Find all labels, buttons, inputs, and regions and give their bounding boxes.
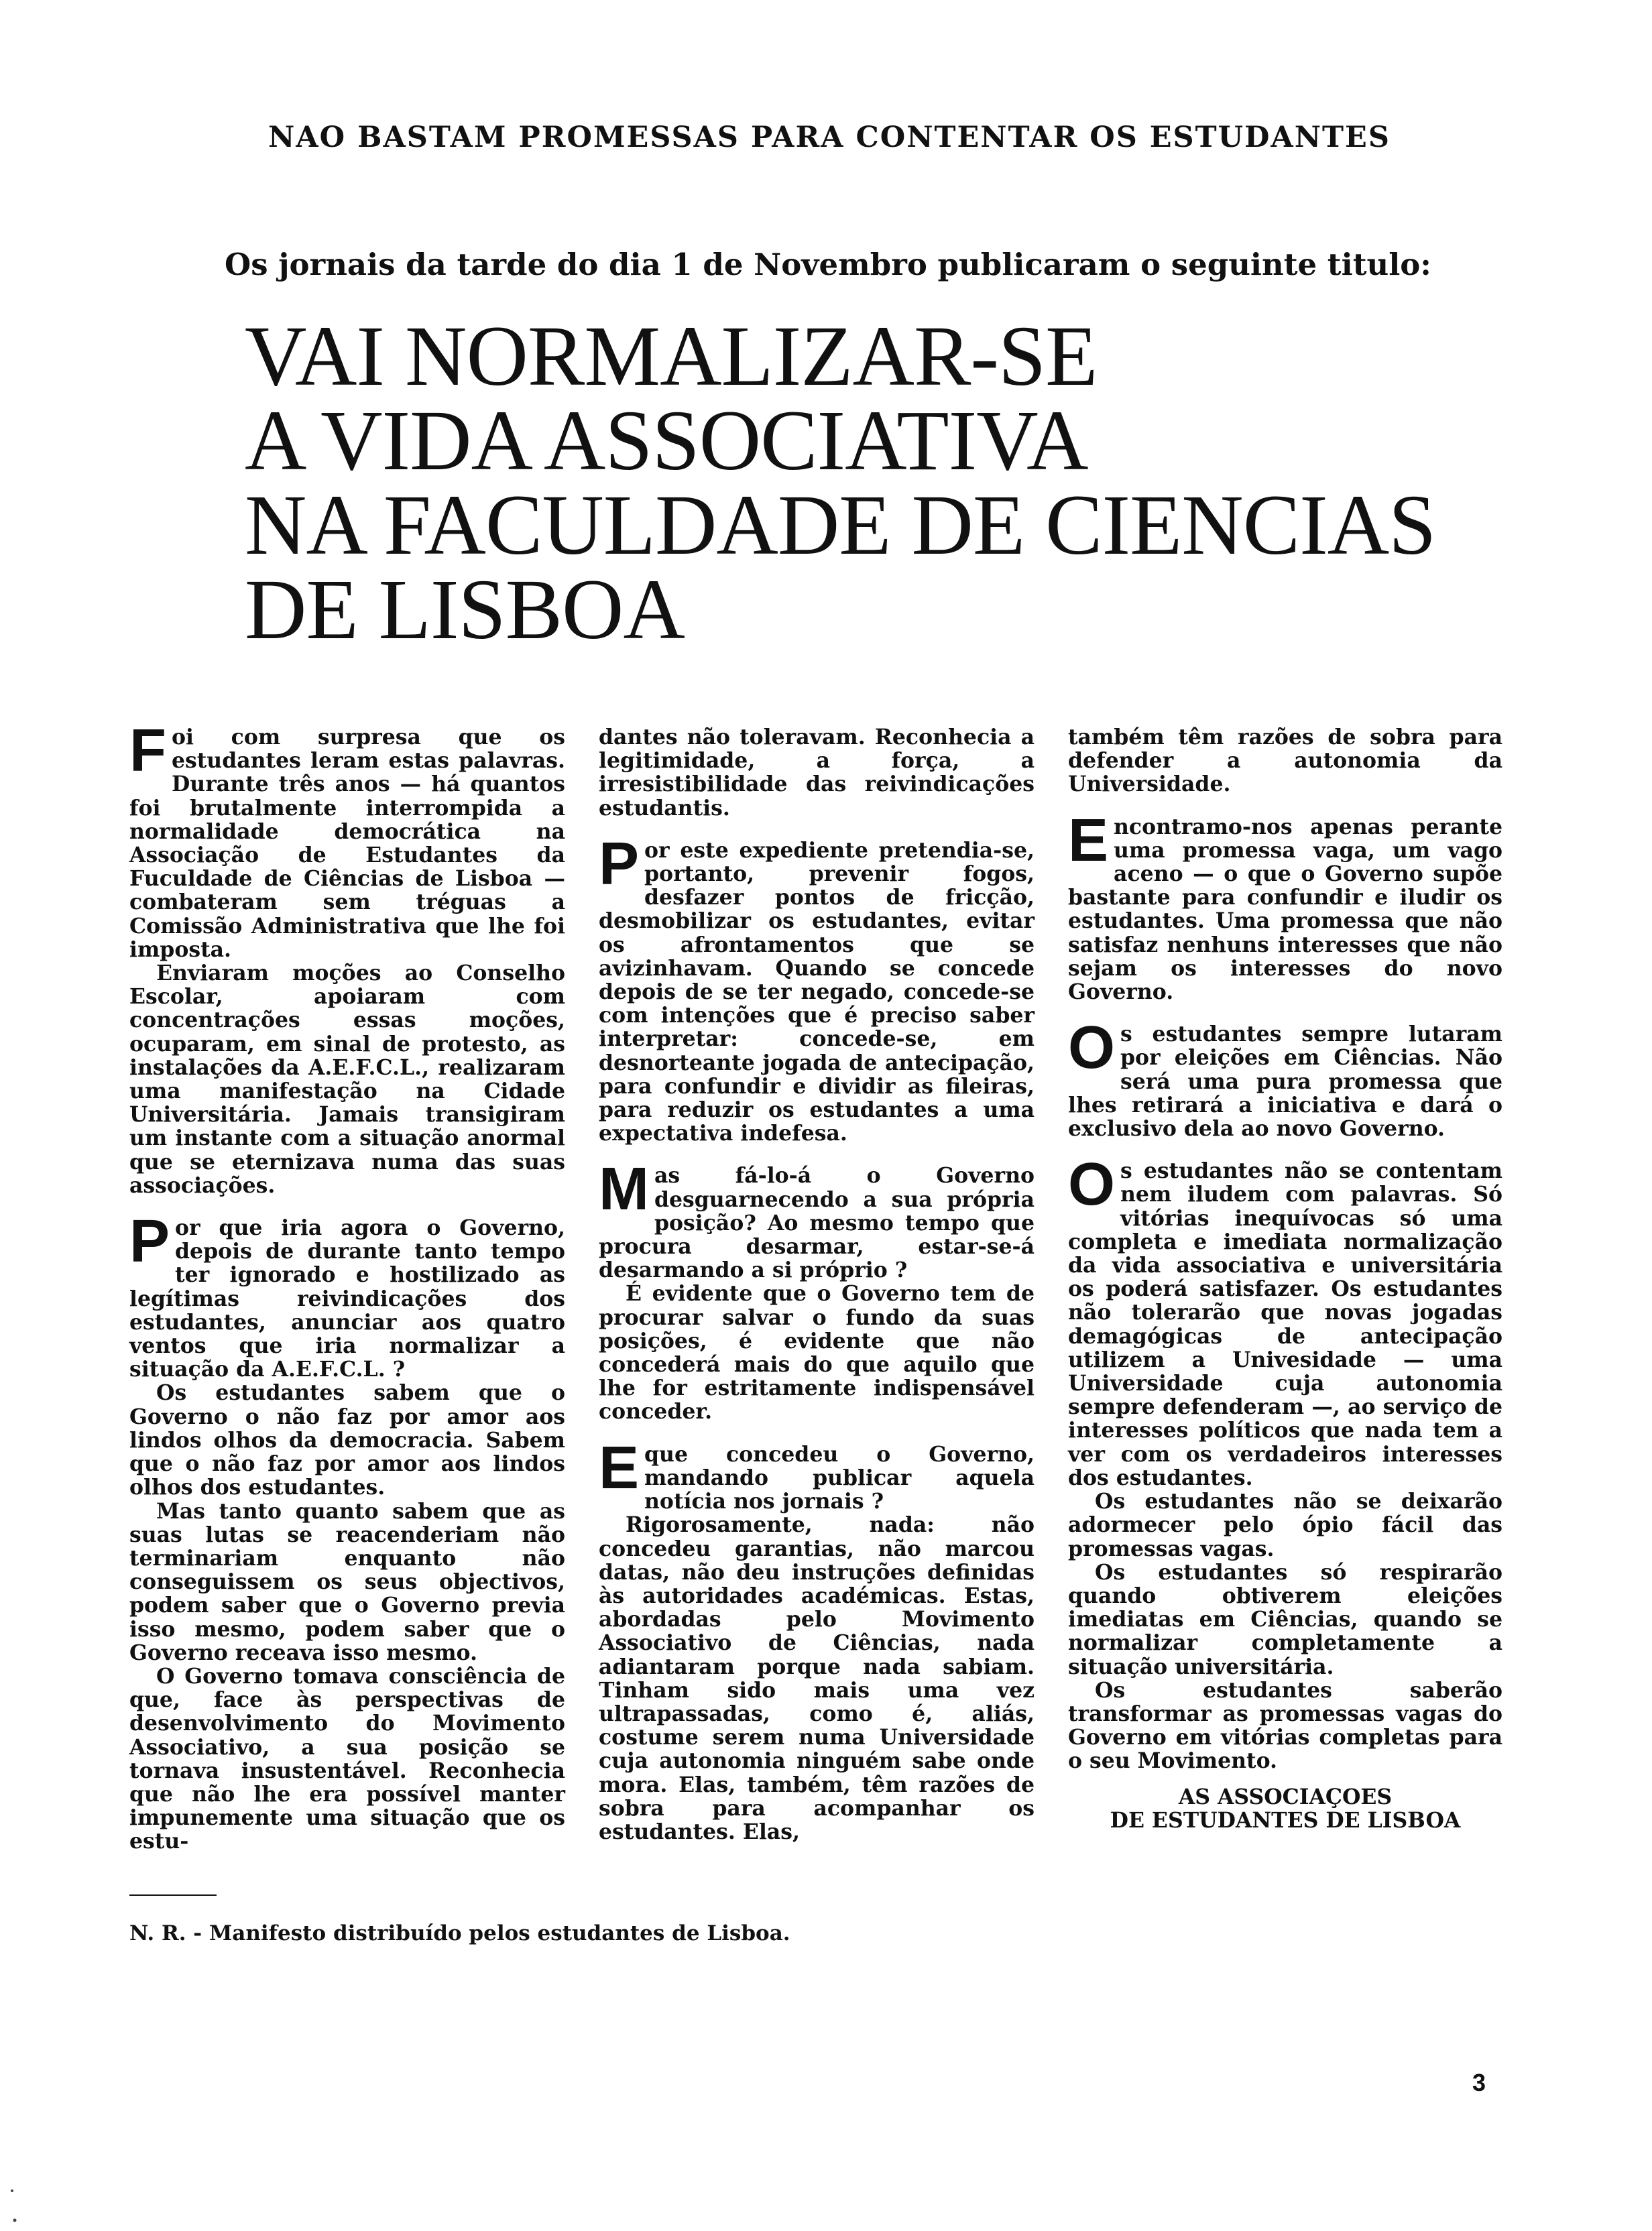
paragraph-text: oi com surpresa que os estudantes leram estas palavras. Durante três anos — há quantos foi brutalmente interrompida a normalidade democrática na Associação de Estudantes da Fuculdade de Ciências de Lisboa — combateram sem tréguas a Comissão Administrativa que lhe foi imposta. — [129, 725, 565, 962]
paragraph: Os estudantes sabem que o Governo o não faz por amor aos lindos olhos da democracia. Sabem que o não faz por amor aos lindos olhos dos estudantes. — [129, 1380, 565, 1500]
headline-line-1: VAI NORMALIZAR-SE — [245, 308, 1098, 404]
paragraph-text: s estudantes não se contentam nem iludem com palavras. Só vitórias inequívocas só uma completa e imediata normalização da vida associativa e universitária os poderá satisfazer. Os estudantes não tolerarão que novas jogadas demagógicas de antecipação utilizem a Univesidade — uma Universidade cuja autonomia sempre defenderam —, ao serviço de interesses políticos que nada tem a ver com os verdadeiros interesses dos estudantes. — [1068, 1158, 1502, 1490]
divider — [129, 1894, 217, 1896]
drop-cap: M — [599, 1156, 649, 1223]
drop-cap: O — [1068, 1014, 1116, 1082]
headline-line-4: DE LISBOA — [245, 562, 685, 657]
signature — [1068, 1785, 1502, 1832]
article-column-2 — [599, 725, 1035, 1844]
paragraph: É evidente que o Governo tem de procurar salvar o fundo da suas posições, é evidente que não concederá mais do que aquilo que lhe for estritamente indispensável conceder. — [599, 1281, 1035, 1425]
subhead: Os jornais da tarde do dia 1 de Novembro publicaram o seguinte titulo: — [225, 247, 1431, 282]
paragraph: Enviaram moções ao Conselho Escolar, apoiaram com concentrações essas moções, ocuparam, em sinal de protesto, as instalações da A.E.F.C.L., realizaram uma manifestação na Cidade Universitária. Jamais transigiram um instante com a situação anormal que se eternizava numa das suas associações. — [129, 961, 565, 1198]
article-column-3 — [1068, 725, 1502, 1832]
paragraph — [599, 1156, 1035, 1283]
page-number: 3 — [1472, 2069, 1486, 2096]
editor-note: N. R. - Manifesto distribuído pelos estudantes de Lisboa. — [129, 1921, 790, 1945]
article-column-1 — [129, 717, 565, 1854]
headline-line-3: NA FACULDADE DE CIENCIAS — [245, 477, 1436, 572]
drop-cap: P — [599, 830, 640, 898]
drop-cap: P — [129, 1208, 170, 1276]
paragraph — [129, 1208, 565, 1382]
kicker-title: NAO BASTAM PROMESSAS PARA CONTENTAR OS ESTUDANTES — [268, 121, 1391, 154]
paragraph: O Governo tomava consciência de que, face às perspectivas de desenvolvimento do Movimento Associativo, a sua posição se tornava insustentável. Reconhecia que não lhe era possível manter impunemente uma situação que os estu- — [129, 1663, 565, 1854]
drop-cap: O — [1068, 1151, 1116, 1219]
paragraph-text: or este expediente pretendia-se, portanto, prevenir fogos, desfazer pontos de fricção, desmobilizar os estudantes, evitar os afrontamentos que se avizinhavam. Quando se concede depois de se ter negado, concede-se com intenções que é preciso saber interpretar: concede-se, em desnorteante jogada de antecipação, para confundir e dividir as fileiras, para reduzir os estudantes a uma expectativa indefesa. — [599, 837, 1035, 1146]
paragraph: Os estudantes saberão transformar as promessas vagas do Governo em vitórias completas para o seu Movimento. — [1068, 1677, 1502, 1774]
paragraph-text: as fá-lo-á o Governo desguarnecendo a sua própria posição? Ao mesmo tempo que procura desarmar, estar-se-á desarmando a si próprio ? — [599, 1163, 1035, 1283]
paragraph-text: ncontramo-nos apenas perante uma promessa vaga, um vago aceno — o que o Governo supõe bastante para confundir e iludir os estudantes. Uma promessa que não satisfaz nenhuns interesses que não sejam os interesses do novo Governo. — [1068, 814, 1502, 1005]
signature-line-2: DE ESTUDANTES DE LISBOA — [1110, 1807, 1461, 1833]
headline — [245, 308, 1436, 657]
paragraph: Os estudantes só respirarão quando obtiverem eleições imediatas em Ciências, quando se normalizar completamente a situação universitária. — [1068, 1559, 1502, 1679]
paragraph — [129, 717, 565, 962]
paragraph: Rigorosamente, nada: não concedeu garantias, não marcou datas, não deu instruções definidas às autoridades académicas. Estas, abordadas pelo Movimento Associativo de Ciências, nada adiantaram porque nada sabiam. Tinham sido mais uma vez ultrapassadas, como é, aliás, costume serem numa Universidade cuja autonomia ninguém sabe onde mora. Elas, também, têm razões de sobra para acompanhar os estudantes. Elas, — [599, 1512, 1035, 1844]
paragraph-text: or que iria agora o Governo, depois de durante tanto tempo ter ignorado e hostilizado as legítimas reivindicações dos estudantes, anunciar aos quatro ventos que iria normalizar a situação da A.E.F.C.L. ? — [129, 1215, 565, 1382]
paragraph — [1068, 1151, 1502, 1490]
scan-specks — [0, 2185, 40, 2226]
paragraph — [1068, 1014, 1502, 1142]
headline-line-2: A VIDA ASSOCIATIVA — [245, 393, 1088, 488]
paragraph: Mas tanto quanto sabem que as suas lutas se reacenderiam não terminariam enquanto não conseguissem os seus objectivos, podem saber que o Governo previa isso mesmo, podem saber que o Governo receava isso mesmo. — [129, 1498, 565, 1665]
paragraph: dantes não toleravam. Reconhecia a legitimidade, a força, a irresistibilidade das reivindicações estudantis. — [599, 725, 1035, 821]
paragraph — [1068, 806, 1502, 1005]
paragraph — [599, 830, 1035, 1146]
signature-line-1: AS ASSOCIAÇOES — [1178, 1784, 1393, 1809]
paragraph-text: que concedeu o Governo, mandando publicar aquela notícia nos jornais ? — [644, 1441, 1035, 1514]
paragraph-text: s estudantes sempre lutaram por eleições em Ciências. Não será uma pura promessa que lhes retirará a iniciativa e dará o exclusivo dela ao novo Governo. — [1068, 1022, 1502, 1142]
paragraph: Os estudantes não se deixarão adormecer pelo ópio fácil das promessas vagas. — [1068, 1489, 1502, 1561]
drop-cap: E — [1068, 806, 1109, 874]
paragraph — [599, 1434, 1035, 1514]
paragraph: também têm razões de sobra para defender a autonomia da Universidade. — [1068, 725, 1502, 797]
drop-cap: F — [129, 717, 166, 784]
drop-cap: E — [599, 1434, 640, 1502]
